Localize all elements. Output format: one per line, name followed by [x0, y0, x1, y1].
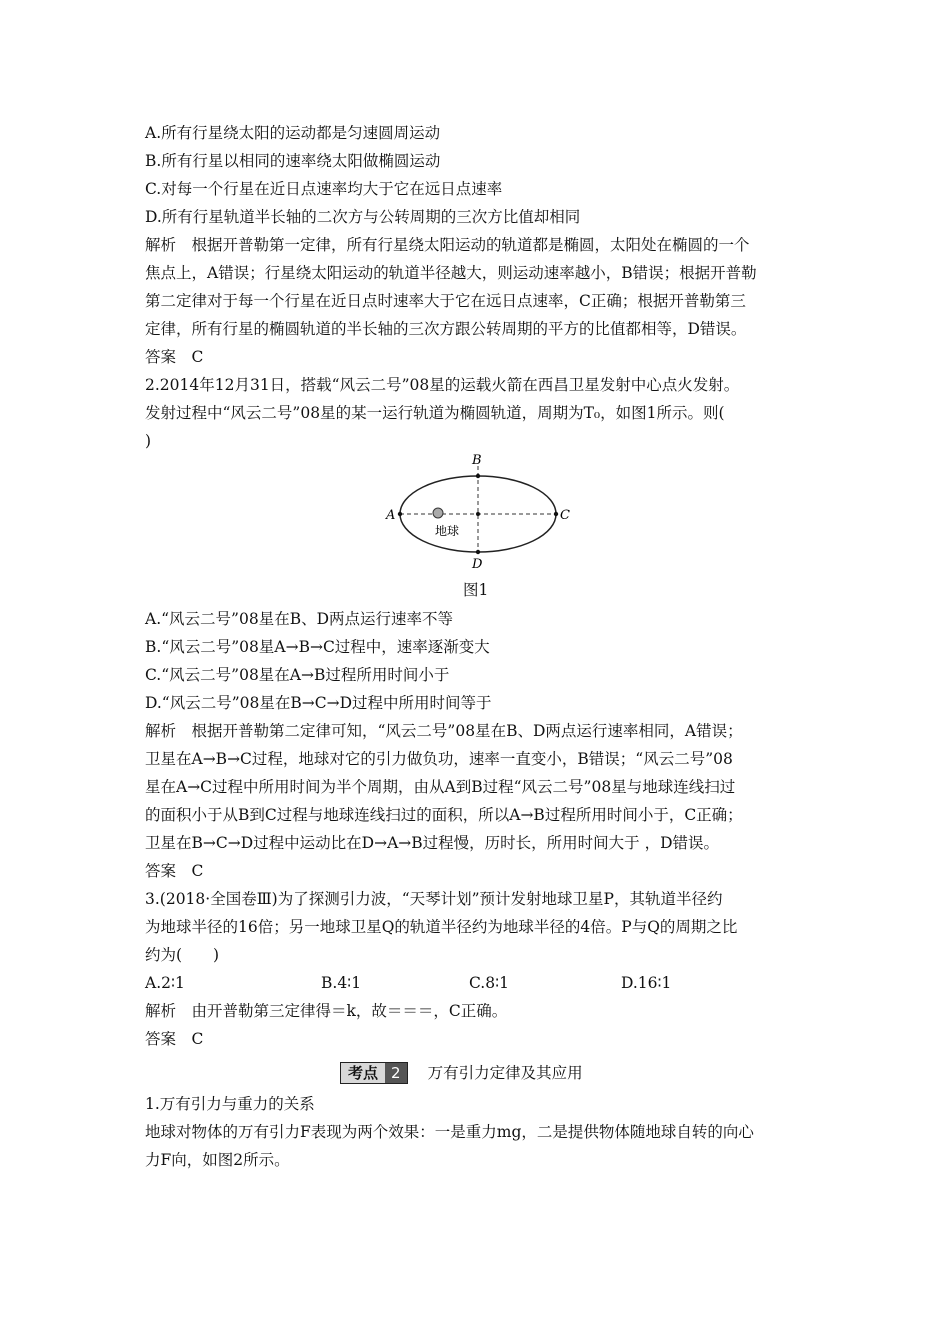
q1-analysis-line: 第二定律对于每一个行星在近日点时速率大于它在远日点速率，C正确；根据开普勒第三 — [145, 292, 746, 310]
q2-option-c: C.“风云二号”08星在A→B过程所用时间小于 — [145, 666, 450, 684]
q3-analysis: 解析 由开普勒第三定律得＝k，故＝＝＝，C正确。 — [145, 1002, 508, 1020]
q2-option-a: A.“风云二号”08星在B、D两点运行速率不等 — [145, 610, 454, 628]
q2-answer: 答案 C — [145, 862, 204, 880]
point-d-dot — [476, 550, 480, 554]
point-c-dot — [554, 512, 558, 516]
body-line: 地球对物体的万有引力F表现为两个效果：一是重力mg，二是提供物体随地球自转的向心 — [145, 1123, 754, 1141]
q1-analysis-line: 解析 根据开普勒第一定律，所有行星绕太阳运动的轨道都是椭圆，太阳处在椭圆的一个 — [145, 236, 750, 254]
q1-analysis-line: 定律，所有行星的椭圆轨道的半长轴的三次方跟公转周期的平方的比值都相等，D错误。 — [145, 320, 747, 338]
q2-stem-line: 2.2014年12月31日，搭载“风云二号”08星的运载火箭在西昌卫星发射中心点火发射。 — [145, 376, 740, 394]
q1-option-c: C.对每一个行星在近日点速率均大于它在远日点速率 — [145, 180, 503, 198]
q2-analysis-line: 星在A→C过程中所用时间为半个周期，由从A到B过程“风云二号”08星与地球连线扫过 — [145, 778, 736, 796]
q2-analysis-line: 的面积小于从B到C过程与地球连线扫过的面积，所以A→B过程所用时间小于，C正确； — [145, 806, 743, 824]
q1-option-b: B.所有行星以相同的速率绕太阳做椭圆运动 — [145, 152, 441, 170]
q2-analysis-line: 卫星在B→C→D过程中运动比在D→A→B过程慢，历时长，所用时间大于 ，D错误。 — [145, 834, 719, 852]
center-dot — [476, 512, 480, 516]
body-heading: 1.万有引力与重力的关系 — [145, 1095, 315, 1113]
q2-option-b: B.“风云二号”08星A→B→C过程中，速率逐渐变大 — [145, 638, 490, 656]
q3-answer: 答案 C — [145, 1030, 204, 1048]
q2-stem-line: 发射过程中“风云二号”08星的某一运行轨道为椭圆轨道，周期为T₀，如图1所示。则( — [145, 404, 725, 422]
body-line: 力F向，如图2所示。 — [145, 1151, 290, 1169]
q1-option-a: A.所有行星绕太阳的运动都是匀速圆周运动 — [145, 124, 441, 142]
q3-option-a: A.2∶1 — [145, 974, 185, 992]
q3-stem-line: 约为( ) — [145, 946, 220, 964]
q1-analysis-line: 焦点上，A错误；行星绕太阳运动的轨道半径越大，则运动速率越小，B错误；根据开普勒 — [145, 264, 757, 282]
earth-icon — [433, 508, 443, 518]
q1-answer: 答案 C — [145, 348, 204, 366]
section-badge-number: 2 — [385, 1063, 407, 1083]
q2-analysis-line: 卫星在A→B→C过程，地球对它的引力做负功，速率一直变小，B错误；“风云二号”08 — [145, 750, 733, 768]
q2-option-d: D.“风云二号”08星在B→C→D过程中所用时间等于 — [145, 694, 492, 712]
point-a-dot — [398, 512, 402, 516]
q3-stem-line: 3.(2018·全国卷Ⅲ)为了探测引力波，“天琴计划”预计发射地球卫星P，其轨道半径约 — [145, 890, 723, 908]
q1-option-d: D.所有行星轨道半长轴的二次方与公转周期的三次方比值却相同 — [145, 208, 581, 226]
q2-stem-line: ) — [145, 432, 152, 450]
q3-stem-line: 为地球半径的16倍；另一地球卫星Q的轨道半径约为地球半径的4倍。P与Q的周期之比 — [145, 918, 738, 936]
figure-1-caption: 图1 — [463, 581, 489, 599]
orbit-figure — [380, 450, 580, 572]
label-b: B — [472, 453, 482, 468]
section-title: 万有引力定律及其应用 — [427, 1064, 583, 1082]
q3-option-d: D.16∶1 — [621, 974, 672, 992]
label-a: A — [386, 508, 396, 523]
section-badge-word: 考点 — [341, 1063, 385, 1083]
section-heading — [340, 1062, 583, 1084]
label-d: D — [472, 557, 483, 572]
section-badge — [340, 1062, 408, 1084]
q3-option-b: B.4∶1 — [321, 974, 362, 992]
earth-label: 地球 — [435, 524, 460, 538]
point-b-dot — [476, 474, 480, 478]
label-c: C — [560, 508, 570, 523]
q2-analysis-line: 解析 根据开普勒第二定律可知，“风云二号”08星在B、D两点运行速率相同，A错误； — [145, 722, 743, 740]
q3-option-c: C.8∶1 — [469, 974, 509, 992]
